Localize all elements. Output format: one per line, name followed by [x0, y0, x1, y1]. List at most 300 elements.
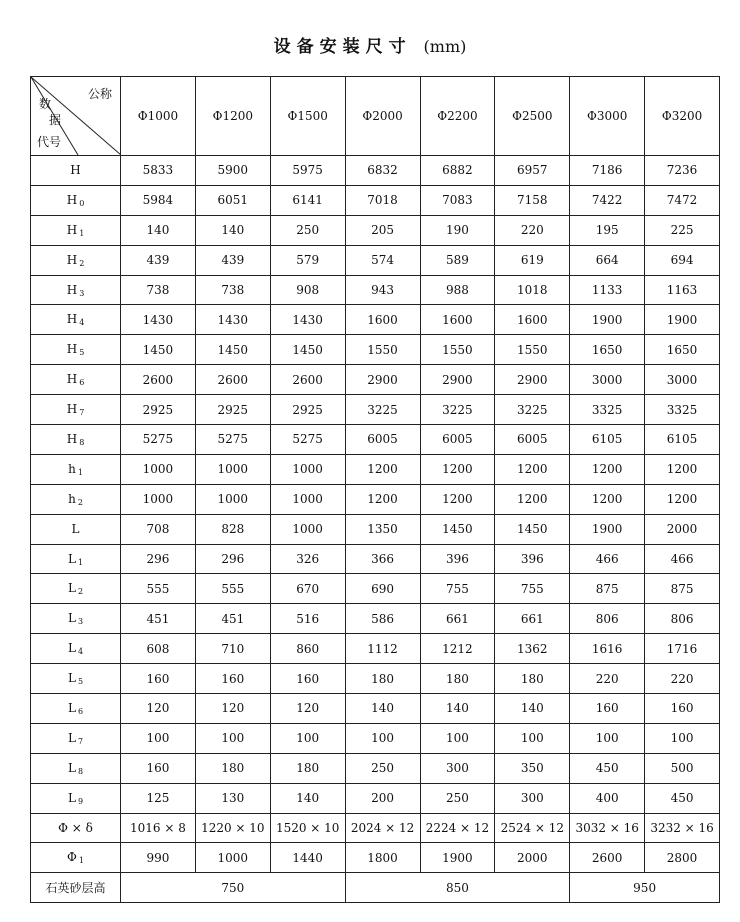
- table-cell: 1112: [345, 634, 420, 664]
- table-row: [31, 335, 720, 365]
- table-cell: 250: [420, 783, 495, 813]
- row-code: [31, 574, 121, 604]
- table-cell: 1016 × 8: [121, 813, 196, 843]
- table-cell: 2900: [495, 365, 570, 395]
- row-code: [31, 514, 121, 544]
- row-code: [31, 305, 121, 335]
- table-cell: 2925: [195, 395, 270, 425]
- table-cell: 5275: [270, 425, 345, 455]
- row-code-symbol: L: [67, 551, 76, 566]
- table-cell: 450: [570, 753, 645, 783]
- table-cell: 1200: [570, 484, 645, 514]
- table-cell: 3225: [495, 395, 570, 425]
- table-cell: 2600: [121, 365, 196, 395]
- table-cell: 1550: [345, 335, 420, 365]
- table-cell: 738: [121, 275, 196, 305]
- table-row: [31, 604, 720, 634]
- table-cell: 1000: [195, 843, 270, 873]
- row-code: [31, 454, 121, 484]
- table-cell: 7236: [645, 156, 720, 186]
- table-cell: 350: [495, 753, 570, 783]
- dimensions-table: [30, 76, 720, 903]
- row-code: [31, 185, 121, 215]
- table-cell: 180: [420, 664, 495, 694]
- table-cell: 5975: [270, 156, 345, 186]
- table-cell: 6005: [420, 425, 495, 455]
- table-cell: 3232 × 16: [645, 813, 720, 843]
- table-cell: 140: [495, 694, 570, 724]
- table-cell: 1900: [570, 305, 645, 335]
- table-cell: 296: [121, 544, 196, 574]
- sand-layer-label: 石英砂层高: [31, 873, 121, 903]
- table-cell: 990: [121, 843, 196, 873]
- table-cell: 1600: [420, 305, 495, 335]
- table-row: [31, 634, 720, 664]
- table-cell: 1200: [420, 454, 495, 484]
- table-cell: 1550: [420, 335, 495, 365]
- table-cell: 6051: [195, 185, 270, 215]
- row-code: [31, 425, 121, 455]
- row-code: [31, 395, 121, 425]
- row-code-symbol: H: [66, 431, 78, 446]
- table-cell: 140: [121, 215, 196, 245]
- row-code: [31, 694, 121, 724]
- column-header: Φ2200: [420, 77, 495, 156]
- row-code-symbol: h: [68, 461, 76, 476]
- table-cell: 3225: [420, 395, 495, 425]
- row-code: [31, 275, 121, 305]
- table-cell: 943: [345, 275, 420, 305]
- table-cell: 160: [270, 664, 345, 694]
- table-cell: 2925: [270, 395, 345, 425]
- table-cell: 180: [270, 753, 345, 783]
- table-row: [31, 664, 720, 694]
- table-cell: 7083: [420, 185, 495, 215]
- table-cell: 1450: [121, 335, 196, 365]
- table-cell: 180: [195, 753, 270, 783]
- table-row: [31, 305, 720, 335]
- row-code: [31, 753, 121, 783]
- table-cell: 755: [420, 574, 495, 604]
- row-code-subscript: 8: [79, 437, 85, 447]
- row-code-symbol: H: [66, 282, 78, 297]
- column-header: Φ1500: [270, 77, 345, 156]
- table-cell: 1900: [645, 305, 720, 335]
- table-cell: 2224 × 12: [420, 813, 495, 843]
- row-code: [31, 484, 121, 514]
- table-cell: 6832: [345, 156, 420, 186]
- table-cell: 466: [645, 544, 720, 574]
- row-code-symbol: H: [70, 163, 81, 178]
- table-row: [31, 843, 720, 873]
- table-cell: 1200: [495, 484, 570, 514]
- table-cell: 451: [195, 604, 270, 634]
- row-code-symbol: H: [66, 312, 78, 327]
- row-code-subscript: 4: [79, 318, 85, 328]
- table-cell: 220: [645, 664, 720, 694]
- table-cell: 2900: [345, 365, 420, 395]
- table-cell: 1550: [495, 335, 570, 365]
- row-code-symbol: L: [71, 522, 80, 537]
- table-cell: 574: [345, 245, 420, 275]
- row-code-subscript: 1: [77, 467, 83, 477]
- row-code-symbol: L: [67, 671, 76, 686]
- row-code-symbol: Φ × δ: [58, 821, 93, 836]
- corner-header-cell: [31, 77, 121, 156]
- table-cell: 439: [121, 245, 196, 275]
- table-cell: 6105: [645, 425, 720, 455]
- table-cell: 586: [345, 604, 420, 634]
- table-cell: 160: [121, 753, 196, 783]
- row-code: [31, 544, 121, 574]
- table-cell: 806: [645, 604, 720, 634]
- table-cell: 860: [270, 634, 345, 664]
- row-code-subscript: 1: [77, 557, 84, 567]
- table-cell: 396: [420, 544, 495, 574]
- table-cell: 3032 × 16: [570, 813, 645, 843]
- table-cell: 755: [495, 574, 570, 604]
- table-cell: 708: [121, 514, 196, 544]
- table-cell: 100: [345, 723, 420, 753]
- corner-label-data-1: 数: [39, 97, 52, 111]
- table-cell: 516: [270, 604, 345, 634]
- table-cell: 180: [495, 664, 570, 694]
- row-code-symbol: L: [67, 581, 76, 596]
- table-cell: 875: [570, 574, 645, 604]
- table-row: [31, 484, 720, 514]
- table-cell: 555: [121, 574, 196, 604]
- row-code: [31, 634, 121, 664]
- table-row: [31, 395, 720, 425]
- table-cell: 5984: [121, 185, 196, 215]
- table-cell: 2000: [495, 843, 570, 873]
- table-cell: 160: [195, 664, 270, 694]
- table-cell: 100: [121, 723, 196, 753]
- row-code-symbol: L: [67, 611, 76, 626]
- table-cell: 366: [345, 544, 420, 574]
- table-cell: 130: [195, 783, 270, 813]
- table-cell: 2925: [121, 395, 196, 425]
- table-cell: 450: [645, 783, 720, 813]
- table-cell: 220: [570, 664, 645, 694]
- row-code-symbol: L: [67, 700, 76, 715]
- table-cell: 160: [121, 664, 196, 694]
- table-cell: 1430: [195, 305, 270, 335]
- table-cell: 300: [420, 753, 495, 783]
- table-cell: 988: [420, 275, 495, 305]
- table-cell: 100: [570, 723, 645, 753]
- column-header: Φ2000: [345, 77, 420, 156]
- table-cell: 7018: [345, 185, 420, 215]
- table-cell: 690: [345, 574, 420, 604]
- table-cell: 1200: [495, 454, 570, 484]
- sand-layer-value: 750: [121, 873, 346, 903]
- table-cell: 1200: [645, 454, 720, 484]
- table-cell: 3325: [645, 395, 720, 425]
- table-cell: 451: [121, 604, 196, 634]
- row-code-symbol: L: [67, 790, 76, 805]
- row-code: [31, 604, 121, 634]
- table-cell: 466: [570, 544, 645, 574]
- row-code-subscript: 3: [79, 288, 85, 298]
- row-code-symbol: L: [67, 730, 76, 745]
- table-cell: 100: [195, 723, 270, 753]
- table-cell: 6005: [495, 425, 570, 455]
- row-code: [31, 783, 121, 813]
- table-cell: 619: [495, 245, 570, 275]
- row-code-subscript: 2: [79, 258, 85, 268]
- table-cell: 100: [645, 723, 720, 753]
- table-cell: 875: [645, 574, 720, 604]
- table-cell: 2600: [570, 843, 645, 873]
- table-cell: 125: [121, 783, 196, 813]
- table-cell: 661: [495, 604, 570, 634]
- table-cell: 6105: [570, 425, 645, 455]
- row-code-symbol: H: [66, 342, 78, 357]
- table-cell: 6882: [420, 156, 495, 186]
- table-cell: 2524 × 12: [495, 813, 570, 843]
- table-row: [31, 275, 720, 305]
- table-cell: 7186: [570, 156, 645, 186]
- sand-layer-value: 950: [570, 873, 720, 903]
- table-cell: 296: [195, 544, 270, 574]
- table-cell: 200: [345, 783, 420, 813]
- table-cell: 1450: [495, 514, 570, 544]
- row-code-subscript: 1: [78, 856, 84, 866]
- row-code-symbol: H: [66, 252, 78, 267]
- table-cell: 180: [345, 664, 420, 694]
- table-cell: 1450: [270, 335, 345, 365]
- table-cell: 220: [495, 215, 570, 245]
- table-cell: 1000: [195, 484, 270, 514]
- table-cell: 225: [645, 215, 720, 245]
- corner-label-nominal: 公称: [87, 87, 112, 101]
- table-cell: 2900: [420, 365, 495, 395]
- table-cell: 2600: [270, 365, 345, 395]
- table-cell: 1018: [495, 275, 570, 305]
- table-cell: 100: [495, 723, 570, 753]
- row-code-subscript: 4: [77, 647, 84, 657]
- table-cell: 2800: [645, 843, 720, 873]
- table-row: [31, 783, 720, 813]
- row-code-subscript: 2: [77, 497, 83, 507]
- table-cell: 1000: [121, 484, 196, 514]
- table-cell: 1200: [645, 484, 720, 514]
- table-cell: 1000: [270, 514, 345, 544]
- table-cell: 1450: [195, 335, 270, 365]
- table-cell: 400: [570, 783, 645, 813]
- table-cell: 710: [195, 634, 270, 664]
- table-cell: 1440: [270, 843, 345, 873]
- table-cell: 806: [570, 604, 645, 634]
- table-row: [31, 454, 720, 484]
- row-code-subscript: 6: [79, 378, 85, 388]
- table-cell: 589: [420, 245, 495, 275]
- table-cell: 6141: [270, 185, 345, 215]
- row-code-subscript: 5: [79, 348, 85, 358]
- row-code-symbol: H: [66, 192, 78, 207]
- table-cell: 1716: [645, 634, 720, 664]
- title-main: 设备安装尺寸: [273, 37, 412, 57]
- table-cell: 120: [195, 694, 270, 724]
- table-cell: 1650: [645, 335, 720, 365]
- table-row: [31, 723, 720, 753]
- table-row: [31, 574, 720, 604]
- table-cell: 7472: [645, 185, 720, 215]
- row-code-subscript: 1: [79, 228, 85, 238]
- table-cell: 1900: [420, 843, 495, 873]
- table-cell: 2600: [195, 365, 270, 395]
- table-row: [31, 514, 720, 544]
- table-cell: 664: [570, 245, 645, 275]
- row-code-subscript: 8: [77, 766, 84, 776]
- table-row: [31, 215, 720, 245]
- table-cell: 1616: [570, 634, 645, 664]
- table-cell: 120: [121, 694, 196, 724]
- table-cell: 500: [645, 753, 720, 783]
- table-row: [31, 245, 720, 275]
- row-code-symbol: h: [68, 491, 76, 506]
- row-code: [31, 723, 121, 753]
- table-cell: 250: [345, 753, 420, 783]
- row-code-symbol: H: [66, 402, 78, 417]
- row-code: [31, 664, 121, 694]
- title-unit: (mm): [423, 37, 467, 56]
- table-cell: 1600: [345, 305, 420, 335]
- row-code-subscript: 7: [77, 736, 84, 746]
- table-cell: 2000: [645, 514, 720, 544]
- row-code: [31, 365, 121, 395]
- table-cell: 396: [495, 544, 570, 574]
- table-cell: 7422: [570, 185, 645, 215]
- table-cell: 1000: [195, 454, 270, 484]
- table-cell: 1200: [345, 484, 420, 514]
- table-cell: 1650: [570, 335, 645, 365]
- row-code-subscript: 7: [79, 408, 85, 418]
- table-cell: 3325: [570, 395, 645, 425]
- table-cell: 1163: [645, 275, 720, 305]
- table-cell: 1350: [345, 514, 420, 544]
- table-cell: 555: [195, 574, 270, 604]
- table-cell: 661: [420, 604, 495, 634]
- row-code-symbol: L: [67, 760, 76, 775]
- header-row: [31, 77, 720, 156]
- column-header: Φ1000: [121, 77, 196, 156]
- row-code-subscript: 0: [79, 198, 85, 208]
- table-cell: 738: [195, 275, 270, 305]
- corner-label-data-2: 据: [49, 113, 62, 127]
- table-cell: 828: [195, 514, 270, 544]
- table-cell: 1800: [345, 843, 420, 873]
- table-cell: 608: [121, 634, 196, 664]
- row-code-symbol: L: [67, 641, 76, 656]
- sand-layer-value: 850: [345, 873, 570, 903]
- table-cell: 439: [195, 245, 270, 275]
- column-header: Φ1200: [195, 77, 270, 156]
- row-code-subscript: 9: [77, 796, 84, 806]
- column-header: Φ3000: [570, 77, 645, 156]
- row-code: [31, 335, 121, 365]
- row-code-symbol: H: [66, 372, 78, 387]
- table-cell: 100: [420, 723, 495, 753]
- table-cell: 6957: [495, 156, 570, 186]
- table-cell: 1200: [570, 454, 645, 484]
- table-cell: 1450: [420, 514, 495, 544]
- table-cell: 670: [270, 574, 345, 604]
- row-code: [31, 215, 121, 245]
- table-cell: 5833: [121, 156, 196, 186]
- table-cell: 190: [420, 215, 495, 245]
- table-cell: 300: [495, 783, 570, 813]
- table-cell: 1430: [270, 305, 345, 335]
- table-cell: 908: [270, 275, 345, 305]
- table-cell: 1900: [570, 514, 645, 544]
- table-cell: 5900: [195, 156, 270, 186]
- row-code-symbol: Φ: [67, 850, 77, 865]
- table-cell: 7158: [495, 185, 570, 215]
- column-header: Φ3200: [645, 77, 720, 156]
- table-row: [31, 753, 720, 783]
- table-cell: 3225: [345, 395, 420, 425]
- row-code: [31, 156, 121, 186]
- table-cell: 1362: [495, 634, 570, 664]
- table-cell: 694: [645, 245, 720, 275]
- row-code-subscript: 5: [77, 677, 84, 687]
- table-cell: 205: [345, 215, 420, 245]
- table-cell: 579: [270, 245, 345, 275]
- table-cell: 6005: [345, 425, 420, 455]
- table-cell: 195: [570, 215, 645, 245]
- table-row: [31, 365, 720, 395]
- table-cell: 160: [570, 694, 645, 724]
- table-row: [31, 185, 720, 215]
- page-title: [0, 32, 740, 57]
- table-cell: 1000: [270, 484, 345, 514]
- table-cell: 3000: [570, 365, 645, 395]
- table-cell: 250: [270, 215, 345, 245]
- table-cell: 3000: [645, 365, 720, 395]
- table-cell: 1200: [345, 454, 420, 484]
- table-cell: 100: [270, 723, 345, 753]
- row-code-subscript: 2: [77, 587, 84, 597]
- corner-label-code: 代号: [37, 135, 62, 149]
- table-cell: 120: [270, 694, 345, 724]
- table-row: [31, 813, 720, 843]
- table-cell: 1600: [495, 305, 570, 335]
- row-code-subscript: 6: [77, 706, 84, 716]
- table-cell: 1430: [121, 305, 196, 335]
- table-cell: 5275: [121, 425, 196, 455]
- table-cell: 140: [270, 783, 345, 813]
- table-cell: 1200: [420, 484, 495, 514]
- table-row: [31, 544, 720, 574]
- row-code: [31, 813, 121, 843]
- table-cell: 1000: [121, 454, 196, 484]
- table-cell: 160: [645, 694, 720, 724]
- table-cell: 1220 × 10: [195, 813, 270, 843]
- table-cell: 1520 × 10: [270, 813, 345, 843]
- table-row: [31, 156, 720, 186]
- table-row: [31, 425, 720, 455]
- row-code-symbol: H: [66, 222, 78, 237]
- table-cell: 326: [270, 544, 345, 574]
- table-cell: 1133: [570, 275, 645, 305]
- table-cell: 140: [420, 694, 495, 724]
- table-cell: 1212: [420, 634, 495, 664]
- table-cell: 1000: [270, 454, 345, 484]
- table-cell: 2024 × 12: [345, 813, 420, 843]
- row-code: [31, 245, 121, 275]
